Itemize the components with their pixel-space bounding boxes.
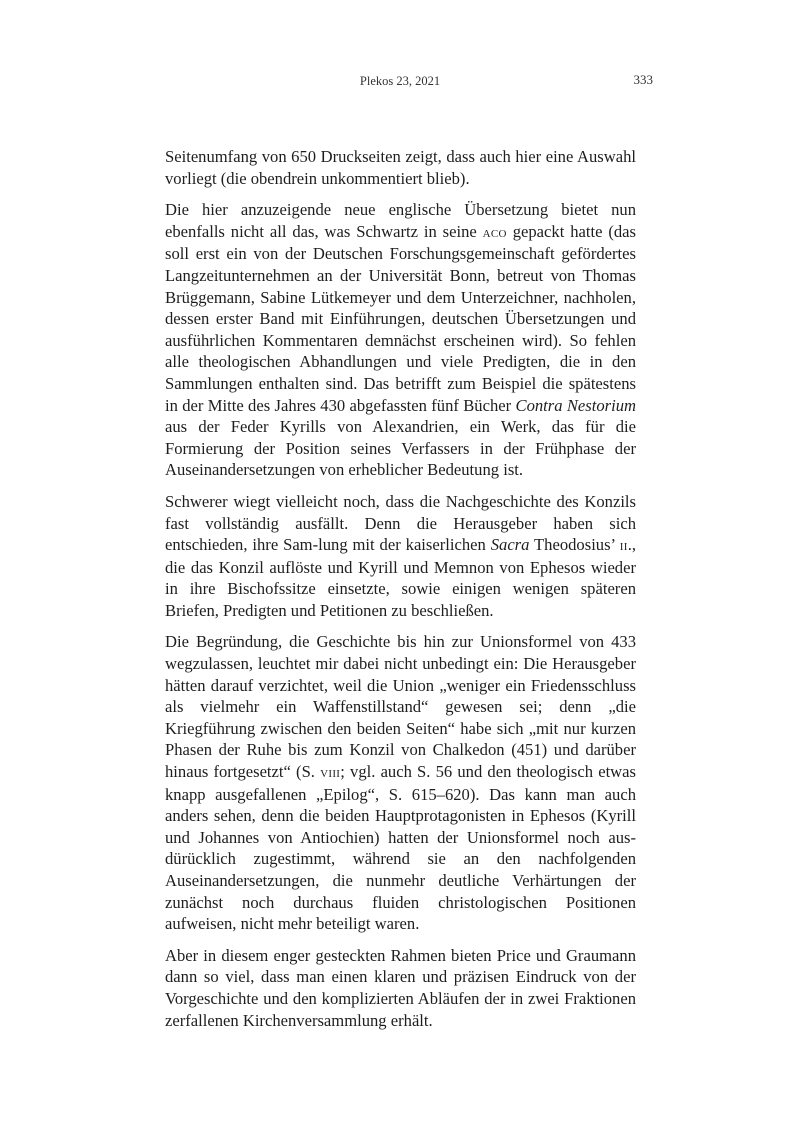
paragraph-4 (165, 631, 636, 934)
paragraph-3 (165, 491, 636, 622)
text-run: gepackt hatte (das soll erst ein von der Deutschen Forschungsgemeinschaft gefördertes Langzeitunternehmen an der Universität Bonn, betreut von Thomas Brüggemann, Sabine Lütkemeyer und dem Unterzeichner, nachholen, dessen erster Band mit Einführungen, deutschen Übersetzungen und ausführlichen Kommentaren demnächst erscheinen wird). So fehlen alle theologischen Abhandlungen und viele Predigten, die in den Sammlungen enthalten sind. Das betrifft zum Beispiel die spätestens in der Mitte des Jahres 430 abgefassten fünf Bücher (165, 221, 636, 415)
text-run: Die Begründung, die Geschichte bis hin zur Unionsformel von 433 wegzulassen, leuchtet mir dabei nicht unbedingt ein: Die Herausgeber hätten darauf verzichtet, weil die Union „weniger ein Friedensschluss als vielmehr ein Waffenstillstand“ gewesen sei; denn „die Kriegführung zwischen den beiden Seiten“ habe sich „mit nur kurzen Phasen der Ruhe bis zum Konzil von Chalkedon (451) und darüber hinaus fortgesetzt“ (S. (165, 632, 636, 782)
paragraph-1 (165, 146, 636, 189)
abbreviation-aco: aco (482, 223, 507, 241)
text-run: Schwerer wiegt vielleicht noch, dass die Nachgeschichte des Konzils fast vollständig ausfällt. Denn die Herausgeber haben sich entschieden, ihre Sam-lung mit der kaiserlichen (165, 491, 636, 555)
journal-citation: Plekos 23, 2021 (359, 74, 441, 88)
roman-numeral-viii: viii (320, 764, 341, 782)
roman-numeral-ii: ii (619, 537, 628, 555)
text-run: Aber in diesem enger gesteckten Rahmen bieten Price und Graumann dann so viel, dass man einen klaren und präzisen Eindruck von der Vorgeschichte und den komplizierten Abläufen der in zwei Fraktionen zerfallenen Kirchenversammlung erhält. (165, 945, 636, 1030)
text-run: Seitenumfang von 650 Druckseiten zeigt, dass auch hier eine Auswahl vorliegt (die obendrein unkommentiert blieb). (165, 147, 636, 188)
text-run: Theodosius’ (529, 535, 620, 555)
italic-title-contra-nestorium: Contra Nestorium (515, 395, 637, 415)
text-run: Die hier anzuzeigende neue englische Übersetzung bietet nun ebenfalls nicht all das, was Schwartz in seine (165, 200, 636, 241)
paragraph-5 (165, 945, 636, 1031)
text-run: ., die das Konzil auflöste und Kyrill und Memnon von Ephesos wieder in ihre Bischofssitze einsetzte, sowie einigen wenigen späteren Briefen, Predigten und Petitionen zu beschließen. (165, 535, 636, 620)
text-run: aus der Feder Kyrills von Alexandrien, ein Werk, das für die Formierung der Position seines Verfassers in der Frühphase der Auseinandersetzungen von erheblicher Bedeutung ist. (165, 417, 636, 480)
italic-term-sacra: Sacra (490, 535, 530, 555)
page-number: 333 (633, 72, 653, 87)
text-run: ; vgl. auch S. 56 und den theologisch etwas knapp ausgefallenen „Epilog“, S. 615–620). Das kann man auch anders sehen, denn die beiden Hauptprotagonisten in Ephesos (Kyrill und Johannes von Antiochien) hatten der Unionsformel noch ausdürücklich zugestimmt, während sie an den nachfolgenden Auseinandersetzungen, die nunmehr deutliche Verhärtungen der zunächst noch durchaus fluiden christologischen Positionen aufweisen, nicht mehr beteiligt waren. (165, 762, 636, 934)
body-text (165, 146, 636, 1041)
paragraph-2 (165, 199, 636, 481)
running-head (165, 72, 653, 92)
